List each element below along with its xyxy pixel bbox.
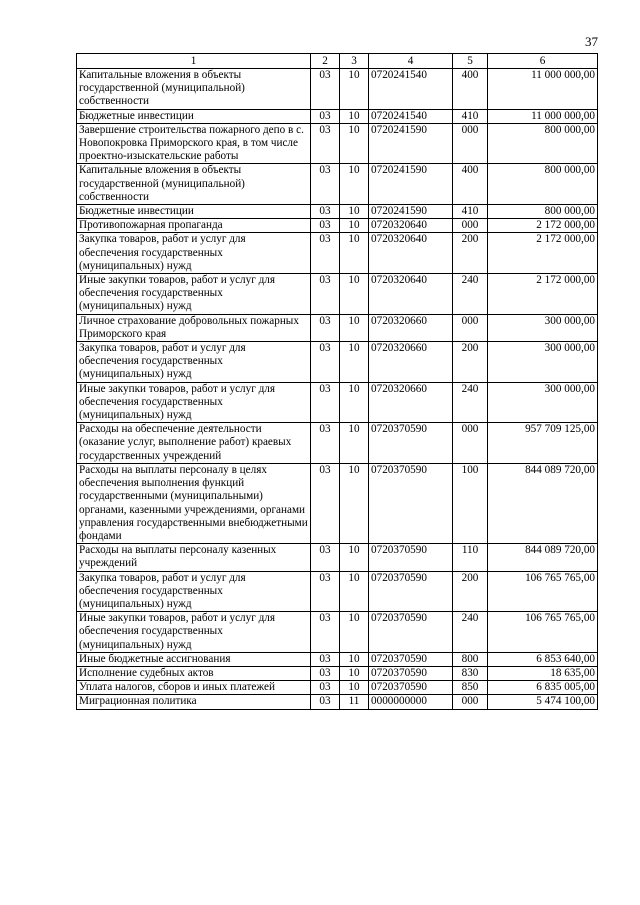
row-name-cell: Расходы на выплаты персоналу в целях обеспечения выполнения функций государственными (муниципальными) органами, казенными учреждениями, органами управления государственными внебюджетными фондами — [77, 463, 311, 543]
row-subsection-cell: 10 — [340, 123, 369, 164]
row-section-cell: 03 — [311, 233, 340, 274]
row-amount-cell: 844 089 720,00 — [488, 463, 598, 543]
table-row — [77, 274, 598, 315]
header-col-4: 4 — [369, 54, 453, 69]
row-name-cell: Иные закупки товаров, работ и услуг для обеспечения государственных (муниципальных) нужд — [77, 612, 311, 653]
row-target-article-cell: 0720320660 — [369, 314, 453, 341]
row-amount-cell: 2 172 000,00 — [488, 219, 598, 233]
row-expense-type-cell: 000 — [453, 123, 488, 164]
row-subsection-cell: 10 — [340, 423, 369, 464]
row-expense-type-cell: 000 — [453, 219, 488, 233]
row-target-article-cell: 0720241590 — [369, 123, 453, 164]
row-expense-type-cell: 000 — [453, 314, 488, 341]
table-row — [77, 164, 598, 205]
row-subsection-cell: 10 — [340, 274, 369, 315]
row-subsection-cell: 10 — [340, 219, 369, 233]
row-amount-cell: 6 835 005,00 — [488, 681, 598, 695]
row-amount-cell: 18 635,00 — [488, 666, 598, 680]
row-name-cell: Миграционная политика — [77, 695, 311, 709]
row-target-article-cell: 0720370590 — [369, 423, 453, 464]
table-row — [77, 342, 598, 383]
row-name-cell: Бюджетные инвестиции — [77, 109, 311, 123]
table-row — [77, 571, 598, 612]
header-col-1: 1 — [77, 54, 311, 69]
table-row — [77, 612, 598, 653]
row-amount-cell: 957 709 125,00 — [488, 423, 598, 464]
row-section-cell: 03 — [311, 544, 340, 571]
row-target-article-cell: 0720370590 — [369, 463, 453, 543]
row-name-cell: Иные бюджетные ассигнования — [77, 652, 311, 666]
row-amount-cell: 844 089 720,00 — [488, 544, 598, 571]
row-name-cell: Капитальные вложения в объекты государственной (муниципальной) собственности — [77, 164, 311, 205]
row-expense-type-cell: 200 — [453, 342, 488, 383]
row-expense-type-cell: 200 — [453, 571, 488, 612]
table-row — [77, 695, 598, 709]
row-name-cell: Противопожарная пропаганда — [77, 219, 311, 233]
row-amount-cell: 106 765 765,00 — [488, 612, 598, 653]
row-section-cell: 03 — [311, 205, 340, 219]
row-name-cell: Закупка товаров, работ и услуг для обеспечения государственных (муниципальных) нужд — [77, 342, 311, 383]
table-row — [77, 423, 598, 464]
row-subsection-cell: 10 — [340, 652, 369, 666]
table-row — [77, 544, 598, 571]
row-expense-type-cell: 000 — [453, 695, 488, 709]
row-subsection-cell: 10 — [340, 342, 369, 383]
row-target-article-cell: 0720241590 — [369, 164, 453, 205]
row-section-cell: 03 — [311, 109, 340, 123]
row-amount-cell: 300 000,00 — [488, 382, 598, 423]
row-section-cell: 03 — [311, 666, 340, 680]
row-target-article-cell: 0720370590 — [369, 666, 453, 680]
table-row — [77, 681, 598, 695]
row-name-cell: Личное страхование добровольных пожарных Приморского края — [77, 314, 311, 341]
row-expense-type-cell: 200 — [453, 233, 488, 274]
row-amount-cell: 300 000,00 — [488, 342, 598, 383]
table-body — [77, 69, 598, 710]
row-name-cell: Бюджетные инвестиции — [77, 205, 311, 219]
row-section-cell: 03 — [311, 274, 340, 315]
row-amount-cell: 5 474 100,00 — [488, 695, 598, 709]
table-header — [77, 54, 598, 69]
budget-table — [76, 53, 598, 710]
row-amount-cell: 800 000,00 — [488, 205, 598, 219]
row-subsection-cell: 10 — [340, 571, 369, 612]
row-expense-type-cell: 410 — [453, 205, 488, 219]
table-row — [77, 233, 598, 274]
row-name-cell: Уплата налогов, сборов и иных платежей — [77, 681, 311, 695]
row-amount-cell: 2 172 000,00 — [488, 274, 598, 315]
row-name-cell: Капитальные вложения в объекты государственной (муниципальной) собственности — [77, 69, 311, 110]
row-subsection-cell: 10 — [340, 666, 369, 680]
row-name-cell: Завершение строительства пожарного депо в с. Новопокровка Приморского края, в том числе проектно-изыскательские работы — [77, 123, 311, 164]
table-row — [77, 666, 598, 680]
header-row — [77, 54, 598, 69]
row-subsection-cell: 10 — [340, 314, 369, 341]
row-subsection-cell: 10 — [340, 544, 369, 571]
row-target-article-cell: 0720320660 — [369, 382, 453, 423]
row-amount-cell: 800 000,00 — [488, 164, 598, 205]
row-subsection-cell: 11 — [340, 695, 369, 709]
header-col-5: 5 — [453, 54, 488, 69]
row-target-article-cell: 0720241590 — [369, 205, 453, 219]
row-section-cell: 03 — [311, 695, 340, 709]
row-section-cell: 03 — [311, 69, 340, 110]
row-expense-type-cell: 400 — [453, 164, 488, 205]
row-expense-type-cell: 000 — [453, 423, 488, 464]
row-amount-cell: 11 000 000,00 — [488, 69, 598, 110]
table-row — [77, 123, 598, 164]
row-expense-type-cell: 850 — [453, 681, 488, 695]
page-number: 37 — [585, 34, 598, 49]
row-target-article-cell: 0720320660 — [369, 342, 453, 383]
row-section-cell: 03 — [311, 423, 340, 464]
row-target-article-cell: 0720320640 — [369, 219, 453, 233]
row-expense-type-cell: 110 — [453, 544, 488, 571]
row-subsection-cell: 10 — [340, 109, 369, 123]
row-amount-cell: 6 853 640,00 — [488, 652, 598, 666]
row-subsection-cell: 10 — [340, 164, 369, 205]
table-row — [77, 382, 598, 423]
row-target-article-cell: 0720370590 — [369, 681, 453, 695]
row-name-cell: Закупка товаров, работ и услуг для обеспечения государственных (муниципальных) нужд — [77, 571, 311, 612]
row-name-cell: Исполнение судебных актов — [77, 666, 311, 680]
row-target-article-cell: 0720320640 — [369, 274, 453, 315]
row-expense-type-cell: 240 — [453, 382, 488, 423]
table-row — [77, 69, 598, 110]
row-subsection-cell: 10 — [340, 205, 369, 219]
row-subsection-cell: 10 — [340, 681, 369, 695]
row-subsection-cell: 10 — [340, 463, 369, 543]
table-row — [77, 205, 598, 219]
row-section-cell: 03 — [311, 314, 340, 341]
row-target-article-cell: 0720241540 — [369, 109, 453, 123]
row-target-article-cell: 0720370590 — [369, 652, 453, 666]
row-subsection-cell: 10 — [340, 382, 369, 423]
row-expense-type-cell: 800 — [453, 652, 488, 666]
row-section-cell: 03 — [311, 342, 340, 383]
row-section-cell: 03 — [311, 681, 340, 695]
row-target-article-cell: 0720320640 — [369, 233, 453, 274]
row-amount-cell: 300 000,00 — [488, 314, 598, 341]
table-row — [77, 652, 598, 666]
row-name-cell: Расходы на выплаты персоналу казенных учреждений — [77, 544, 311, 571]
row-name-cell: Иные закупки товаров, работ и услуг для обеспечения государственных (муниципальных) нужд — [77, 274, 311, 315]
row-expense-type-cell: 100 — [453, 463, 488, 543]
row-section-cell: 03 — [311, 123, 340, 164]
row-target-article-cell: 0720241540 — [369, 69, 453, 110]
table-row — [77, 219, 598, 233]
table-row — [77, 109, 598, 123]
row-name-cell: Закупка товаров, работ и услуг для обеспечения государственных (муниципальных) нужд — [77, 233, 311, 274]
row-expense-type-cell: 240 — [453, 274, 488, 315]
row-target-article-cell: 0720370590 — [369, 612, 453, 653]
row-section-cell: 03 — [311, 571, 340, 612]
table-row — [77, 314, 598, 341]
row-section-cell: 03 — [311, 652, 340, 666]
table-row — [77, 463, 598, 543]
row-expense-type-cell: 410 — [453, 109, 488, 123]
row-section-cell: 03 — [311, 219, 340, 233]
row-amount-cell: 106 765 765,00 — [488, 571, 598, 612]
row-section-cell: 03 — [311, 463, 340, 543]
row-subsection-cell: 10 — [340, 69, 369, 110]
row-target-article-cell: 0720370590 — [369, 544, 453, 571]
row-section-cell: 03 — [311, 612, 340, 653]
header-col-6: 6 — [488, 54, 598, 69]
header-col-2: 2 — [311, 54, 340, 69]
row-amount-cell: 800 000,00 — [488, 123, 598, 164]
row-subsection-cell: 10 — [340, 612, 369, 653]
row-section-cell: 03 — [311, 382, 340, 423]
header-col-3: 3 — [340, 54, 369, 69]
row-amount-cell: 2 172 000,00 — [488, 233, 598, 274]
row-name-cell: Иные закупки товаров, работ и услуг для обеспечения государственных (муниципальных) нужд — [77, 382, 311, 423]
row-target-article-cell: 0720370590 — [369, 571, 453, 612]
row-expense-type-cell: 400 — [453, 69, 488, 110]
row-expense-type-cell: 240 — [453, 612, 488, 653]
row-target-article-cell: 0000000000 — [369, 695, 453, 709]
row-expense-type-cell: 830 — [453, 666, 488, 680]
row-name-cell: Расходы на обеспечение деятельности (оказание услуг, выполнение работ) краевых государственных учреждений — [77, 423, 311, 464]
row-subsection-cell: 10 — [340, 233, 369, 274]
row-amount-cell: 11 000 000,00 — [488, 109, 598, 123]
row-section-cell: 03 — [311, 164, 340, 205]
